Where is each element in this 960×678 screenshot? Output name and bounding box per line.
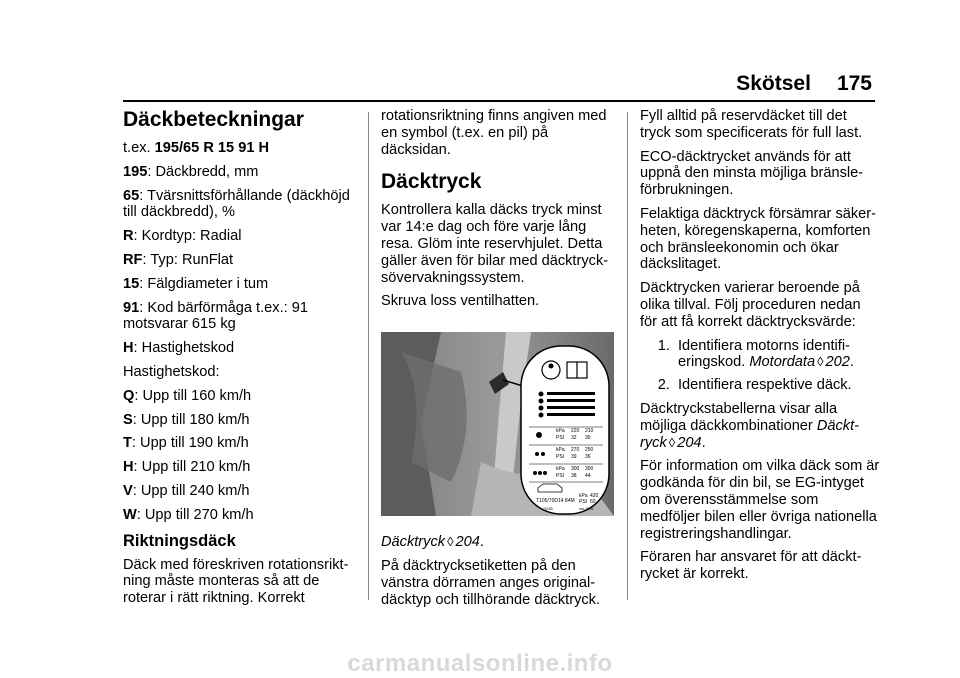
svg-text:420: 420	[590, 493, 599, 500]
svg-text:300: 300	[571, 466, 580, 473]
definition-item-desc: : Typ: RunFlat	[142, 251, 234, 268]
svg-text:kPa: kPa	[556, 466, 565, 473]
speed-code-item-desc: : Upp till 270 km/h	[136, 506, 254, 523]
svg-text:32: 32	[571, 435, 577, 442]
definition-list	[123, 164, 351, 357]
incorrect-pressure-text: Felaktiga däcktryck försämrar säker-heten, köregenskaperna, komforten och bränsleekonomin och ökar däckslitaget.	[640, 205, 876, 273]
svg-text:250: 250	[585, 447, 594, 454]
tire-pressure-heading: Däcktryck	[381, 170, 482, 194]
definition-item	[123, 340, 351, 357]
definition-item	[123, 228, 351, 245]
speed-code-item	[123, 459, 351, 476]
speed-code-item-term: H	[123, 459, 134, 476]
speed-code-item-desc: : Upp till 180 km/h	[132, 411, 250, 428]
svg-text:60: 60	[590, 499, 596, 506]
reference-arrow-icon: ◊	[668, 434, 676, 450]
definition-item-term: H	[123, 340, 134, 357]
speed-code-item	[123, 483, 351, 500]
procedure-steps	[640, 338, 880, 394]
speed-code-list	[123, 388, 351, 524]
speed-code-item-desc: : Upp till 210 km/h	[133, 459, 251, 476]
definition-item-term: 91	[123, 299, 140, 316]
svg-text:T105/70D14 84M: T105/70D14 84M	[536, 498, 575, 505]
svg-text:44: 44	[585, 473, 591, 480]
tire-designation-heading: Däckbeteckningar	[123, 108, 304, 131]
watermark: carmanualsonline.info	[347, 650, 613, 677]
door-frame-illustration	[381, 332, 614, 516]
column-3	[640, 108, 880, 590]
speed-code-item	[123, 435, 351, 452]
speed-code-item-term: W	[123, 506, 137, 523]
spare-tire-text: Fyll alltid på reservdäcket till det tryck som specificerats för full last.	[640, 108, 863, 141]
rotation-text: rotationsriktning finns angiven med en symbol (t.ex. en pil) på däcksidan.	[381, 108, 607, 158]
header-rule	[123, 100, 875, 102]
pressure-table-text: Däcktryckstabellerna visar alla möjliga däckkombinationer Däckt-ryck ◊ 204.	[640, 400, 860, 451]
column-divider	[368, 112, 369, 600]
svg-text:270: 270	[571, 447, 580, 454]
procedure-step: 2. Identifiera respektive däck.	[674, 377, 880, 394]
svg-text:39: 39	[571, 454, 577, 461]
speed-code-item-term: T	[123, 435, 132, 452]
definition-item-term: 15	[123, 275, 140, 292]
example-code: 195/65 R 15 91 H	[154, 140, 270, 156]
definition-item	[123, 164, 351, 181]
svg-text:kPa: kPa	[556, 447, 565, 454]
svg-text:kPa: kPa	[556, 428, 565, 435]
speed-code-item	[123, 388, 351, 405]
speed-code-item	[123, 412, 351, 429]
page-number: 175	[836, 72, 872, 95]
svg-text:20180: 20180	[543, 507, 553, 512]
definition-item	[123, 188, 351, 222]
definition-item-term: 65	[123, 187, 140, 204]
directional-tires-heading: Riktningsdäck	[123, 531, 236, 550]
definition-item-desc: : Däckbredd, mm	[147, 163, 259, 180]
section-title: Skötsel	[736, 72, 811, 95]
definition-item	[123, 252, 351, 269]
definition-item-term: RF	[123, 251, 143, 268]
definition-item-term: 195	[123, 163, 148, 180]
eco-pressure-text: ECO-däcktrycket används för att uppnå den minsta möjliga bränsle-förbrukningen.	[640, 148, 864, 199]
svg-text:PSI: PSI	[579, 499, 588, 506]
svg-text:PSI: PSI	[556, 435, 565, 442]
example-line: t.ex. 195/65 R 15 91 H	[123, 140, 270, 156]
label-value: 220	[571, 428, 580, 435]
definition-item	[123, 300, 351, 334]
svg-text:30: 30	[585, 435, 591, 442]
svg-text:kPa: kPa	[579, 493, 588, 500]
driver-responsibility-text: Föraren har ansvaret för att däckt-rycket är korrekt.	[640, 549, 862, 583]
column-divider	[627, 112, 628, 600]
directional-tires-text: Däck med föreskriven rotationsrikt-ning måste monteras så att de roterar i rätt riktning. Korrekt	[123, 556, 349, 607]
definition-item-desc: : Kordtyp: Radial	[133, 228, 242, 245]
speed-code-item-term: Q	[123, 387, 135, 404]
definition-item-desc: : Fälgdiameter i tum	[139, 275, 269, 292]
svg-text:xxx-1876: xxx-1876	[579, 507, 594, 512]
caption-page-link[interactable]: 204	[455, 534, 480, 551]
speed-code-item-desc: : Upp till 240 km/h	[132, 482, 250, 499]
column-2	[381, 108, 617, 615]
definition-item-desc: : Hastighetskod	[133, 340, 235, 357]
speed-code-item-term: V	[123, 482, 133, 499]
speed-code-item-term: S	[123, 411, 133, 428]
column-1	[123, 108, 351, 614]
svg-text:36: 36	[585, 454, 591, 461]
speed-code-item	[123, 507, 351, 524]
svg-text:210: 210	[585, 428, 594, 435]
approved-tires-text: För information om vilka däck som är godkända för din bil, se EG-intyget om överensstämmelse som medföljer bilen eller övriga nationella registreringshandlingar.	[640, 458, 880, 542]
check-pressure-text: Kontrollera kalla däcks tryck minst var 14:e dag och före varje lång resa. Glöm inte reservhjulet. Detta gäller även för bilar med däcktryck-sövervakningssystem.	[381, 202, 609, 286]
procedure-step: 1. Identifiera motorns identifi-eringskod. Motordata ◊ 202.	[674, 338, 880, 372]
speed-code-item-desc: : Upp till 160 km/h	[134, 387, 252, 404]
figure-caption: Däcktryck ◊ 204.	[381, 534, 484, 551]
svg-text:38: 38	[571, 473, 577, 480]
tire-label-figure	[381, 332, 614, 516]
page-header	[736, 72, 872, 96]
reference-arrow-icon: ◊	[817, 354, 824, 370]
svg-text:PSI: PSI	[556, 454, 565, 461]
definition-item	[123, 276, 351, 293]
definition-item-term: R	[123, 228, 134, 245]
valve-cap-text: Skruva loss ventilhatten.	[381, 293, 540, 310]
procedure-intro-text: Däcktrycken varierar beroende på olika tillval. Följ proceduren nedan för att få korrekt däcktrycksvärde:	[640, 280, 861, 330]
tire-pressure-link[interactable]: Däckt-ryck	[640, 417, 860, 451]
speed-code-label: Hastighetskod:	[123, 363, 220, 380]
speed-code-item-desc: : Upp till 190 km/h	[131, 435, 249, 452]
svg-text:300: 300	[585, 466, 594, 473]
definition-item-desc: : Tvärsnittsförhållande (däckhöjd till däckbredd), %	[123, 187, 350, 221]
engine-data-link[interactable]: Motordata	[749, 354, 816, 371]
reference-arrow-icon: ◊	[447, 534, 454, 550]
definition-item-desc: : Kod bärförmåga t.ex.: 91 motsvarar 615 kg	[123, 299, 308, 333]
label-location-text: På däcktrycksetiketten på den vänstra dörramen anges original-däcktyp och tillhörande däcktryck.	[381, 557, 601, 608]
svg-text:PSI: PSI	[556, 473, 565, 480]
